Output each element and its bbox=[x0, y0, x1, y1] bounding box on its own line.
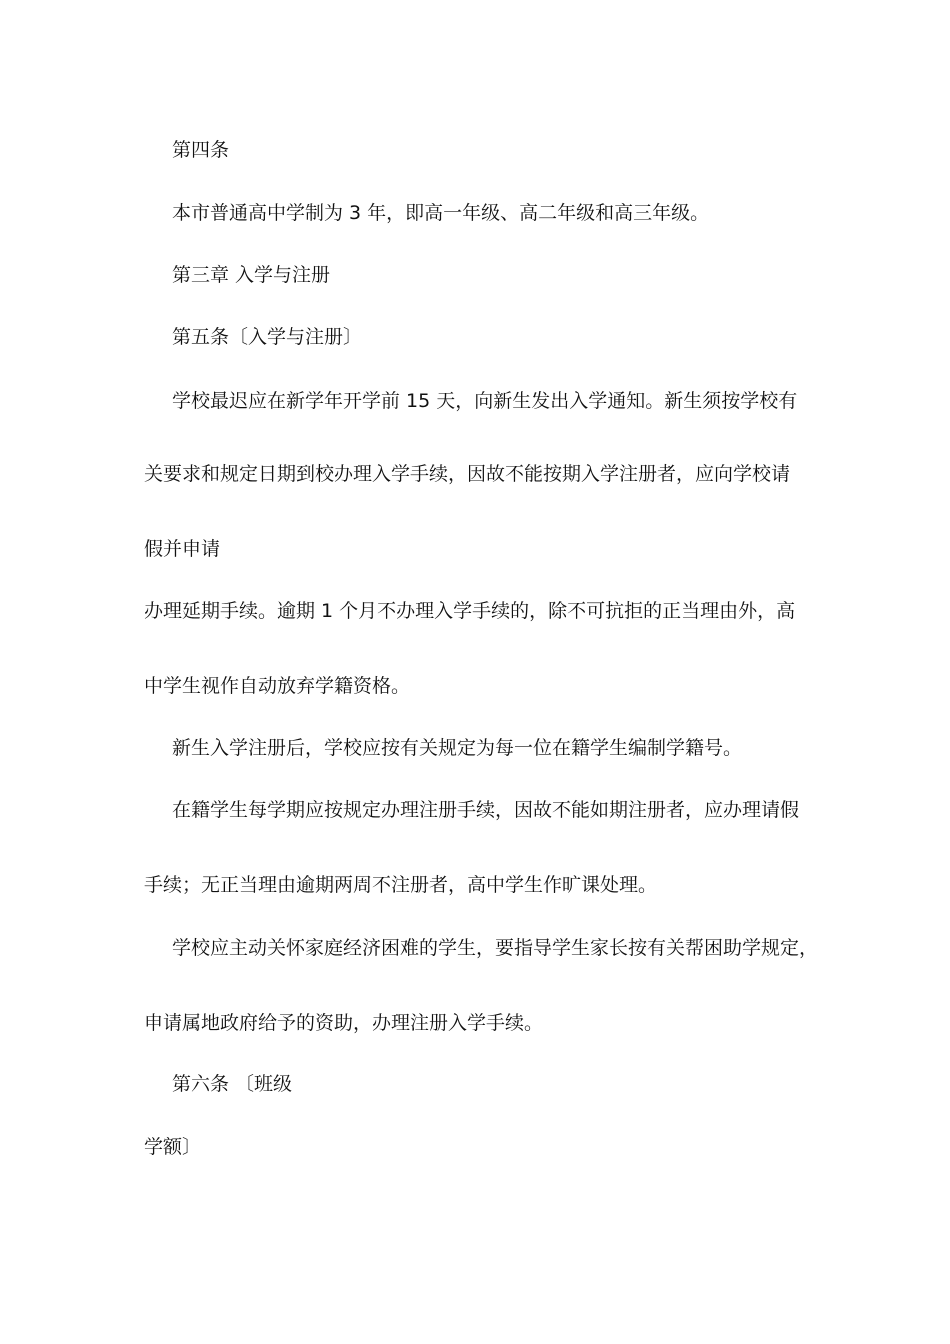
article-5-para-4-line-1: 学校应主动关怀家庭经济困难的学生，要指导学生家长按有关帮困助学规定， bbox=[172, 937, 819, 959]
article-5-para-1-line-4: 办理延期手续。逾期 1 个月不办理入学手续的，除不可抗拒的正当理由外，高 bbox=[144, 600, 796, 622]
article-5-para-2: 新生入学注册后，学校应按有关规定为每一位在籍学生编制学籍号。 bbox=[172, 737, 743, 759]
article-5-para-1-line-5: 中学生视作自动放弃学籍资格。 bbox=[144, 675, 411, 697]
article-5-heading: 第五条〔入学与注册〕 bbox=[172, 326, 363, 348]
article-6-heading-line-1: 第六条 〔班级 bbox=[172, 1073, 293, 1095]
article-5-para-3-line-2: 手续；无正当理由逾期两周不注册者，高中学生作旷课处理。 bbox=[144, 874, 658, 896]
article-4-text: 本市普通高中学制为 3 年，即高一年级、高二年级和高三年级。 bbox=[172, 202, 710, 224]
article-5-para-1-line-2: 关要求和规定日期到校办理入学手续，因故不能按期入学注册者，应向学校请 bbox=[144, 463, 791, 485]
article-5-para-4-line-2: 申请属地政府给予的资助，办理注册入学手续。 bbox=[144, 1012, 544, 1034]
article-4-heading: 第四条 bbox=[172, 139, 230, 161]
article-5-para-1-line-1: 学校最迟应在新学年开学前 15 天，向新生发出入学通知。新生须按学校有 bbox=[172, 390, 798, 412]
chapter-3-heading: 第三章 入学与注册 bbox=[172, 264, 331, 286]
article-5-para-3-line-1: 在籍学生每学期应按规定办理注册手续，因故不能如期注册者，应办理请假 bbox=[172, 799, 800, 821]
article-5-para-1-line-3: 假并申请 bbox=[144, 538, 221, 560]
article-6-heading-line-2: 学额〕 bbox=[144, 1136, 202, 1158]
